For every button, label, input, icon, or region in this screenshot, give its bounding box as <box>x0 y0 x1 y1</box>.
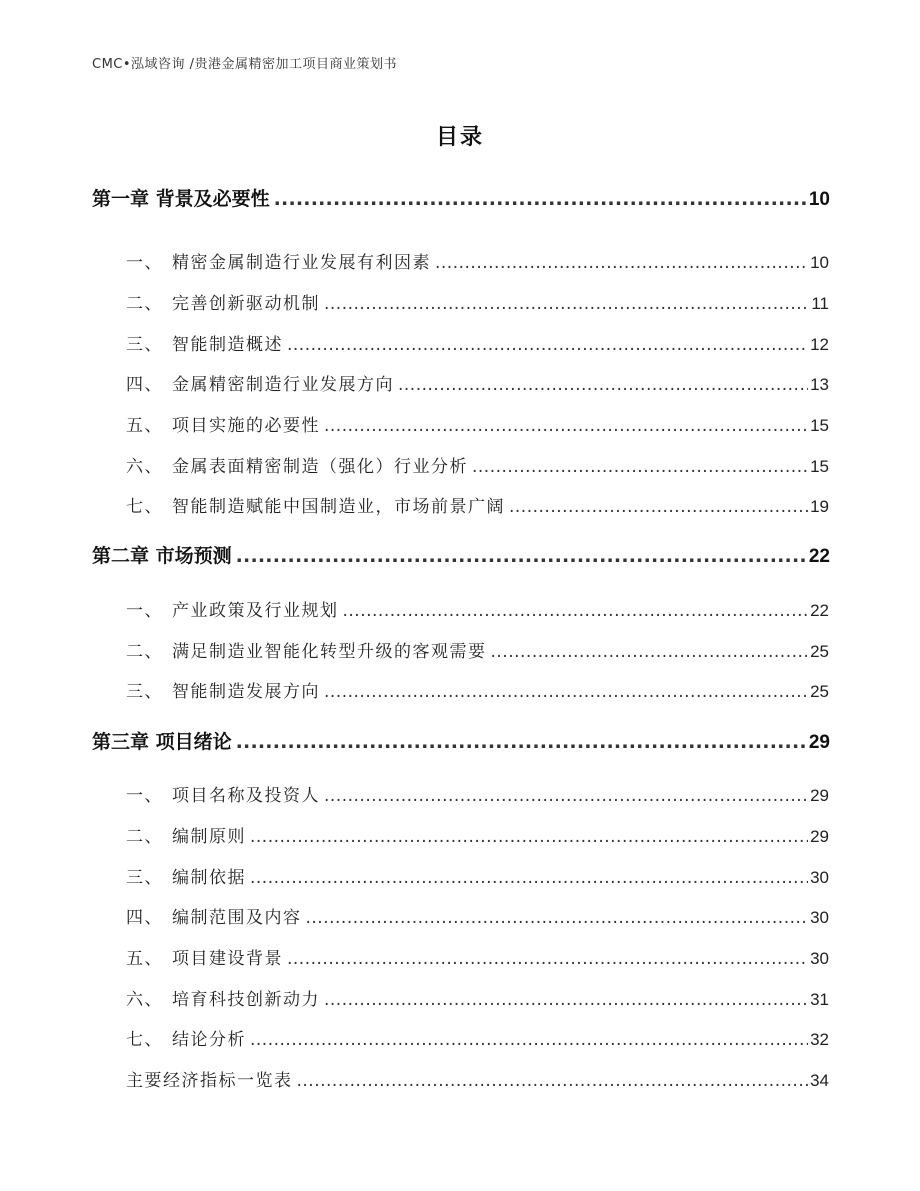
toc-entry[interactable] <box>126 330 829 355</box>
toc-entry-number: 三、 <box>126 335 163 355</box>
toc-leader-dots <box>274 188 807 210</box>
toc-entry-label: 智能制造发展方向 <box>172 682 320 702</box>
toc-leader-dots <box>236 731 807 753</box>
toc-entry-label: 智能制造概述 <box>172 335 283 355</box>
toc-entry[interactable] <box>126 1025 829 1050</box>
toc-entry-label: 智能制造赋能中国制造业，市场前景广阔 <box>172 497 505 517</box>
toc-leader-dots <box>324 416 808 436</box>
toc-entry-label: 编制原则 <box>172 827 246 847</box>
toc-page-number: 13 <box>810 375 829 394</box>
toc-page-number: 25 <box>810 642 829 661</box>
toc-leader-dots <box>509 497 808 517</box>
toc-chapter-1[interactable] <box>92 184 830 211</box>
toc-leader-dots <box>236 545 807 567</box>
toc-entry-number: 五、 <box>126 416 163 436</box>
toc-entry-number: 七、 <box>126 1030 163 1050</box>
toc-entry-label: 产业政策及行业规划 <box>172 601 339 621</box>
toc-page-number: 34 <box>810 1071 829 1090</box>
toc-entry[interactable] <box>126 452 829 477</box>
toc-entry[interactable] <box>126 370 829 395</box>
toc-entry-number: 四、 <box>126 908 163 928</box>
toc-entry[interactable] <box>126 596 829 621</box>
toc-entry-label: 满足制造业智能化转型升级的客观需要 <box>172 642 487 662</box>
toc-leader-dots <box>287 335 808 355</box>
toc-entry-label: 主要经济指标一览表 <box>126 1071 293 1091</box>
toc-entry-number: 二、 <box>126 294 163 314</box>
toc-entry-number: 一、 <box>126 601 163 621</box>
toc-leader-dots <box>435 253 808 273</box>
toc-entry-number: 六、 <box>126 457 163 477</box>
toc-entry[interactable] <box>126 248 829 273</box>
toc-entry-number: 三、 <box>126 868 163 888</box>
toc-leader-dots <box>491 642 809 662</box>
toc-entry-label: 编制范围及内容 <box>172 908 302 928</box>
toc-leader-dots <box>250 1030 808 1050</box>
toc-entry-number: 一、 <box>126 786 163 806</box>
toc-page-number: 12 <box>810 335 829 354</box>
toc-entry-number: 六、 <box>126 990 163 1010</box>
toc-entry-number: 二、 <box>126 827 163 847</box>
toc-chapter-label: 第二章 市场预测 <box>92 545 232 567</box>
toc-entry[interactable] <box>126 903 829 928</box>
toc-entry[interactable] <box>126 289 829 314</box>
toc-page-number: 30 <box>810 868 829 887</box>
toc-entry-label: 精密金属制造行业发展有利因素 <box>172 253 431 273</box>
toc-page-number: 10 <box>808 189 830 210</box>
toc-entry-label: 金属表面精密制造（强化）行业分析 <box>172 457 468 477</box>
toc-leader-dots <box>250 868 808 888</box>
toc-page-number: 22 <box>810 601 829 620</box>
page-title: 目录 <box>435 125 484 150</box>
toc-leader-dots <box>324 786 808 806</box>
toc-entry-number: 四、 <box>126 375 163 395</box>
toc-page-number: 30 <box>810 908 829 927</box>
toc-leader-dots <box>343 601 809 621</box>
toc-page-number: 19 <box>810 497 829 516</box>
toc-page-number: 29 <box>810 786 829 805</box>
toc-entry-label: 项目建设背景 <box>172 949 283 969</box>
toc-entry-label: 培育科技创新动力 <box>172 990 320 1010</box>
toc-leader-dots <box>287 949 808 969</box>
toc-leader-dots <box>472 457 808 477</box>
toc-entry-label: 项目名称及投资人 <box>172 786 320 806</box>
toc-page-number: 30 <box>810 949 829 968</box>
toc-leader-dots <box>306 908 809 928</box>
toc-entry-label: 金属精密制造行业发展方向 <box>172 375 394 395</box>
toc-leader-dots <box>297 1071 809 1091</box>
toc-entry-label: 结论分析 <box>172 1030 246 1050</box>
toc-chapter-label: 第一章 背景及必要性 <box>92 188 270 210</box>
toc-page-number: 22 <box>808 546 830 567</box>
toc-page-number: 29 <box>808 732 830 753</box>
toc-leader-dots <box>324 990 808 1010</box>
toc-page-number: 11 <box>811 294 829 313</box>
toc-entry-number: 三、 <box>126 682 163 702</box>
toc-page-number: 25 <box>810 682 829 701</box>
toc-chapter-3[interactable] <box>92 727 830 754</box>
toc-entry[interactable] <box>126 944 829 969</box>
toc-entry[interactable] <box>126 677 829 702</box>
toc-leader-dots <box>324 294 809 314</box>
toc-entry-label: 项目实施的必要性 <box>172 416 320 436</box>
toc-entry[interactable] <box>126 985 829 1010</box>
toc-entry[interactable] <box>126 781 829 806</box>
toc-entry[interactable] <box>126 637 829 662</box>
toc-page-number: 15 <box>810 457 829 476</box>
toc-page-number: 29 <box>810 827 829 846</box>
toc-leader-dots <box>324 682 808 702</box>
toc-entry-number: 五、 <box>126 949 163 969</box>
toc-entry-label: 编制依据 <box>172 868 246 888</box>
toc-entry[interactable] <box>126 411 829 436</box>
toc-leader-dots <box>250 827 808 847</box>
toc-page-number: 31 <box>810 990 829 1009</box>
toc-entry[interactable] <box>126 822 829 847</box>
toc-entry[interactable] <box>126 863 829 888</box>
toc-entry-label: 完善创新驱动机制 <box>172 294 320 314</box>
toc-entry-appendix[interactable] <box>126 1066 829 1091</box>
toc-entry-number: 七、 <box>126 497 163 517</box>
page-header: CMC•泓域咨询 /贵港金属精密加工项目商业策划书 <box>92 57 398 72</box>
toc-chapter-2[interactable] <box>92 541 830 568</box>
toc-entry-number: 二、 <box>126 642 163 662</box>
toc-entry-number: 一、 <box>126 253 163 273</box>
toc-entry[interactable] <box>126 492 829 517</box>
toc-page-number: 10 <box>810 253 829 272</box>
toc-page-number: 32 <box>810 1030 829 1049</box>
toc-leader-dots <box>398 375 808 395</box>
toc-page-number: 15 <box>810 416 829 435</box>
toc-chapter-label: 第三章 项目绪论 <box>92 731 232 753</box>
